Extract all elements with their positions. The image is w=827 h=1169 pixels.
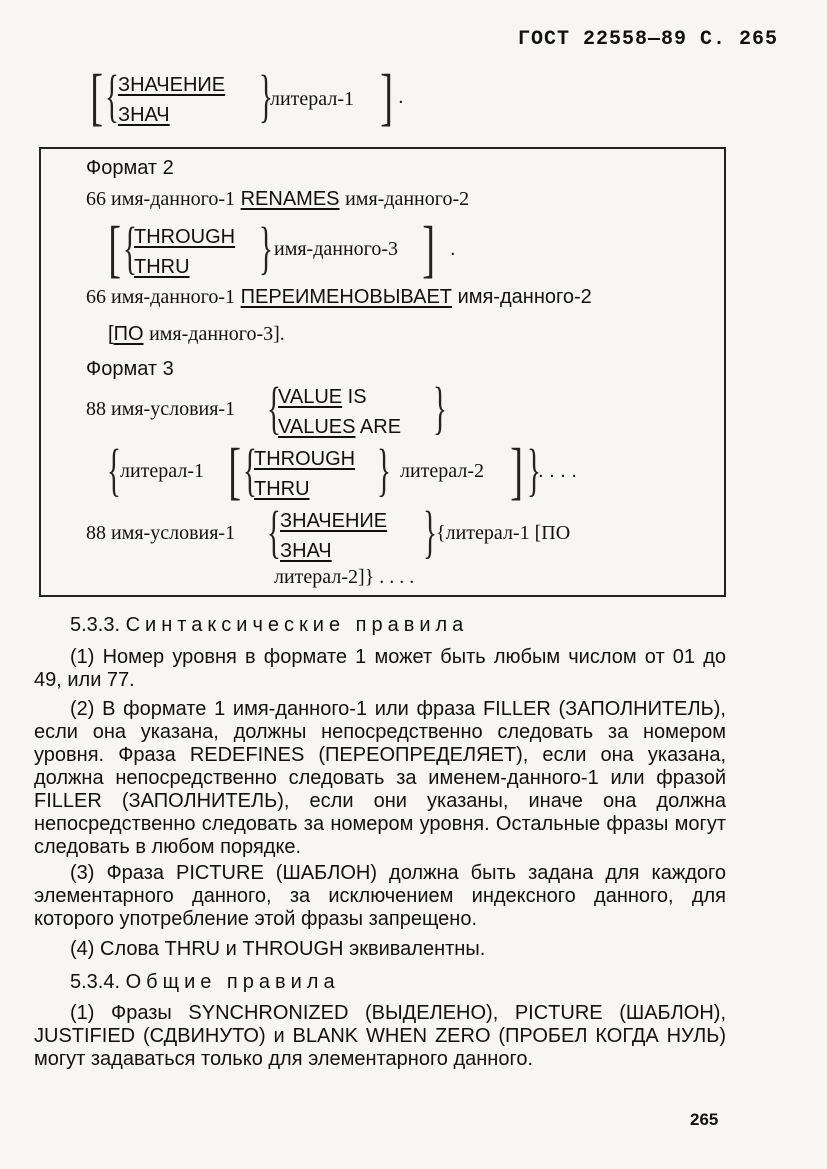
page-header: ГОСТ 22558—89 С. 265 — [518, 28, 779, 51]
keyword-znachenie: ЗНАЧЕНИЕ — [118, 74, 226, 96]
right-curly-brace: } — [258, 215, 273, 280]
value-option-stack — [278, 382, 401, 442]
page-number: 265 — [690, 1110, 719, 1129]
section-title: Синтаксические правила — [125, 614, 469, 636]
trailing-dot: . — [450, 238, 456, 260]
format3-line4: литерал-2]} . . . . — [274, 566, 415, 588]
keyword-znach: ЗНАЧ — [118, 104, 170, 126]
keyword-znachenie: ЗНАЧЕНИЕ — [280, 510, 388, 532]
option-stack — [280, 506, 387, 566]
keyword-values: VALUES — [278, 416, 356, 438]
left-curly-brace: { — [266, 375, 281, 440]
literal-1: литерал-1 — [270, 88, 354, 110]
keyword-through: THROUGH — [254, 448, 356, 470]
format2-line4-tail: имя-данного-3]. — [149, 323, 285, 345]
format2-line3-suffix: имя-данного-2 — [457, 286, 592, 308]
left-curly-brace: { — [106, 437, 121, 502]
left-curly-brace: { — [104, 63, 119, 128]
left-square-bracket: [ — [90, 61, 104, 132]
left-square-bracket: [ — [228, 435, 242, 506]
right-curly-brace: } — [258, 63, 273, 128]
keyword-value: VALUE — [278, 386, 343, 408]
right-curly-brace: } — [526, 437, 541, 502]
right-square-bracket: ] — [380, 61, 394, 132]
left-curly-brace: { — [242, 437, 257, 502]
format2-line4 — [108, 323, 285, 346]
right-curly-brace: } — [376, 437, 391, 502]
format3-line3-prefix: 88 имя-условия-1 — [86, 522, 236, 544]
section-533-heading — [70, 614, 468, 637]
word-are: ARE — [359, 416, 402, 438]
rule-533-3: (3) Фраза PICTURE (ШАБЛОН) должна быть задана для каждого элементарного данного, за исключением индексного данного, для которого употребление этой фразы запрещено. — [34, 862, 726, 930]
format3-line3-tail: {литерал-1 [ПО — [436, 522, 571, 544]
option-stack — [134, 222, 235, 282]
keyword-znach: ЗНАЧ — [280, 540, 332, 562]
keyword-pereimenovyvaet: ПЕРЕИМЕНОВЫВАЕТ — [240, 286, 452, 308]
rule-533-2: (2) В формате 1 имя-данного-1 или фраза FILLER (ЗАПОЛНИТЕЛЬ), если она указана, должны непосредственно следовать за номером уровня. Фраза REDEFINES (ПЕРЕОПРЕДЕЛЯЕТ), если она указана, должна непосредственно следовать за именем-данного-1 или фразой FILLER (ЗАПОЛНИТЕЛЬ), если они указаны, иначе она должна непосредственно следовать за номером уровня. Остальные фразы могут следовать в любом порядке. — [34, 698, 726, 858]
left-curly-brace: { — [266, 499, 281, 564]
right-square-bracket: ] — [422, 213, 436, 284]
format2-title: Формат 2 — [86, 157, 174, 179]
open-bracket: [ — [108, 323, 114, 345]
ellipsis: . . . . — [538, 460, 577, 482]
keyword-thru: THRU — [254, 478, 310, 500]
literal-1: литерал-1 — [120, 460, 204, 482]
keyword-renames: RENAMES — [240, 188, 340, 210]
format2-line3 — [86, 286, 592, 309]
format3-line1-prefix: 88 имя-условия-1 — [86, 398, 236, 420]
section-number: 5.3.4. — [70, 971, 121, 993]
literal-2: литерал-2 — [400, 460, 484, 482]
rule-533-1: (1) Номер уровня в формате 1 может быть любым числом от 01 до 49, или 77. — [34, 646, 726, 691]
rule-533-4: (4) Слова THRU и THROUGH эквивалентны. — [70, 938, 486, 960]
format2-line1-suffix: имя-данного-2 — [345, 188, 470, 210]
right-curly-brace: } — [422, 499, 437, 564]
section-title: Общие правила — [125, 971, 340, 993]
trailing-dot: . — [398, 86, 404, 108]
data-name-3: имя-данного-3 — [274, 238, 399, 260]
left-curly-brace: { — [122, 215, 137, 280]
right-curly-brace: } — [432, 375, 447, 440]
word-is: IS — [347, 386, 367, 408]
option-stack — [254, 444, 355, 504]
format2-line3-prefix: 66 имя-данного-1 — [86, 286, 236, 308]
keyword-thru: THRU — [134, 256, 190, 278]
keyword-po: ПО — [113, 323, 144, 345]
format2-line1 — [86, 188, 469, 211]
rule-534-1: (1) Фразы SYNCHRONIZED (ВЫДЕЛЕНО), PICTURE (ШАБЛОН), JUSTIFIED (СДВИНУТО) и BLANK WHEN ZERO (ПРОБЕЛ КОГДА НУЛЬ) могут задаваться только для элементарного данного. — [34, 1002, 726, 1070]
left-square-bracket: [ — [108, 213, 122, 284]
section-534-heading — [70, 971, 340, 994]
option-stack — [118, 70, 225, 130]
section-number: 5.3.3. — [70, 614, 121, 636]
format3-title: Формат 3 — [86, 358, 174, 380]
right-square-bracket: ] — [510, 435, 524, 506]
keyword-through: THROUGH — [134, 226, 236, 248]
format2-line1-prefix: 66 имя-данного-1 — [86, 188, 236, 210]
